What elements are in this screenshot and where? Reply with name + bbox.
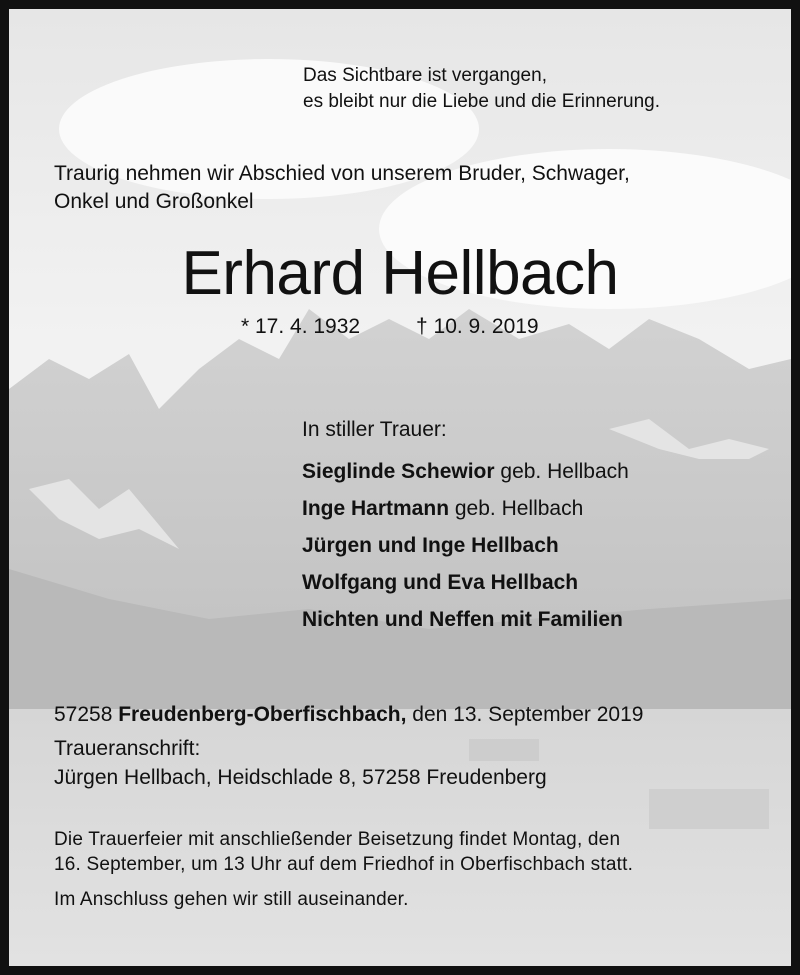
mourners-list (302, 453, 629, 638)
funeral-info-line: 16. September, um 13 Uhr auf dem Friedhof in Oberfischbach statt. (54, 854, 634, 875)
mourner-suffix: geb. Hellbach (494, 460, 629, 483)
announcement-intro (54, 160, 630, 216)
mourning-address (54, 734, 547, 792)
town-name: Freudenberg-Oberfischbach, (118, 703, 407, 726)
mourner-name: Jürgen und Inge Hellbach (302, 534, 559, 557)
motto (303, 63, 660, 115)
mourner-entry (302, 453, 629, 490)
address-line: Jürgen Hellbach, Heidschlade 8, 57258 Freudenberg (54, 766, 547, 789)
announcement-date: den 13. September 2019 (406, 703, 644, 726)
closing-note: Im Anschluss gehen wir still auseinander. (54, 889, 409, 910)
mourner-entry (302, 564, 629, 601)
mourner-name: Inge Hartmann (302, 497, 450, 520)
birth-date: * 17. 4. 1932 (241, 315, 361, 338)
motto-line: es bleibt nur die Liebe und die Erinnerung. (303, 91, 661, 112)
death-date: † 10. 9. 2019 (416, 315, 539, 338)
mourner-name: Wolfgang und Eva Hellbach (302, 571, 579, 594)
mourners-heading: In stiller Trauer: (302, 418, 447, 441)
intro-line: Onkel und Großonkel (54, 190, 254, 213)
motto-line: Das Sichtbare ist vergangen, (303, 65, 547, 86)
mourner-name: Sieglinde Schewior (302, 460, 495, 483)
funeral-info (54, 827, 633, 877)
mourner-entry (302, 601, 629, 638)
obituary-text (9, 9, 791, 966)
postal-code: 57258 (54, 703, 119, 726)
address-label: Traueranschrift: (54, 737, 201, 760)
intro-line: Traurig nehmen wir Abschied von unserem Bruder, Schwager, (54, 162, 630, 185)
place-and-date (54, 701, 643, 729)
mourner-entry (302, 490, 629, 527)
funeral-info-line: Die Trauerfeier mit anschließender Beisetzung findet Montag, den (54, 829, 621, 850)
deceased-name: Erhard Hellbach (181, 239, 619, 308)
mourner-entry (302, 527, 629, 564)
mourner-name: Nichten und Neffen mit Familien (302, 608, 623, 631)
mourner-suffix: geb. Hellbach (449, 497, 584, 520)
